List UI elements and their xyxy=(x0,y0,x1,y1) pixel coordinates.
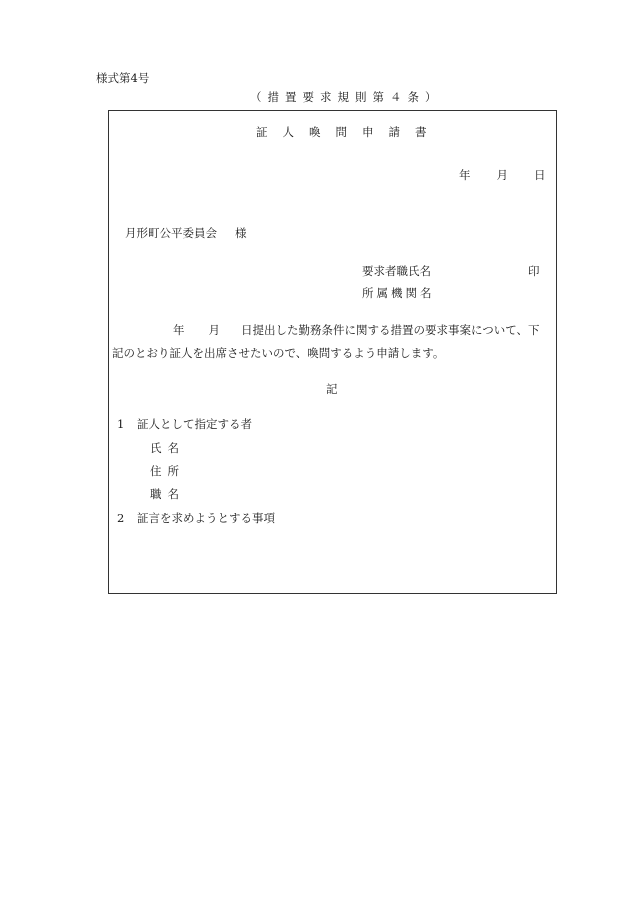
item-number: 2 xyxy=(117,511,125,525)
list-item xyxy=(117,510,275,526)
affiliation-label: 所属機関名 xyxy=(362,286,435,300)
body-month: 月 xyxy=(208,323,220,337)
body-line-1 xyxy=(112,322,552,338)
date-day-label: 日 xyxy=(534,168,546,182)
document-title: 証人喚問申請書 xyxy=(256,125,442,139)
addressee xyxy=(125,225,247,241)
item-text: 証言を求めようとする事項 xyxy=(137,511,275,525)
date-line xyxy=(459,167,546,183)
field-name-label: 氏名 xyxy=(150,441,185,455)
addressee-name: 月形町公平委員会 xyxy=(125,226,217,240)
date-month-label: 月 xyxy=(496,168,508,182)
field-address-label: 住所 xyxy=(150,464,185,478)
field-title-label: 職名 xyxy=(150,487,185,501)
body-year: 年 xyxy=(173,323,185,337)
form-number: 様式第4号 xyxy=(96,71,150,85)
item-text: 証人として指定する者 xyxy=(137,417,252,431)
seal-mark: 印 xyxy=(528,264,540,278)
body-line-2: 記のとおり証人を出席させたいので、喚問するよう申請します。 xyxy=(112,346,445,360)
date-year-label: 年 xyxy=(459,168,471,182)
list-item xyxy=(117,416,252,432)
rule-reference: （措置要求規則第４条） xyxy=(250,90,443,104)
addressee-honorific: 様 xyxy=(235,226,247,240)
item-number: 1 xyxy=(117,417,125,431)
ki-heading: 記 xyxy=(326,382,338,396)
body-line1-rest: 日提出した勤務条件に関する措置の要求事案について、下 xyxy=(241,323,540,337)
requester-name-label: 要求者職氏名 xyxy=(362,264,431,278)
